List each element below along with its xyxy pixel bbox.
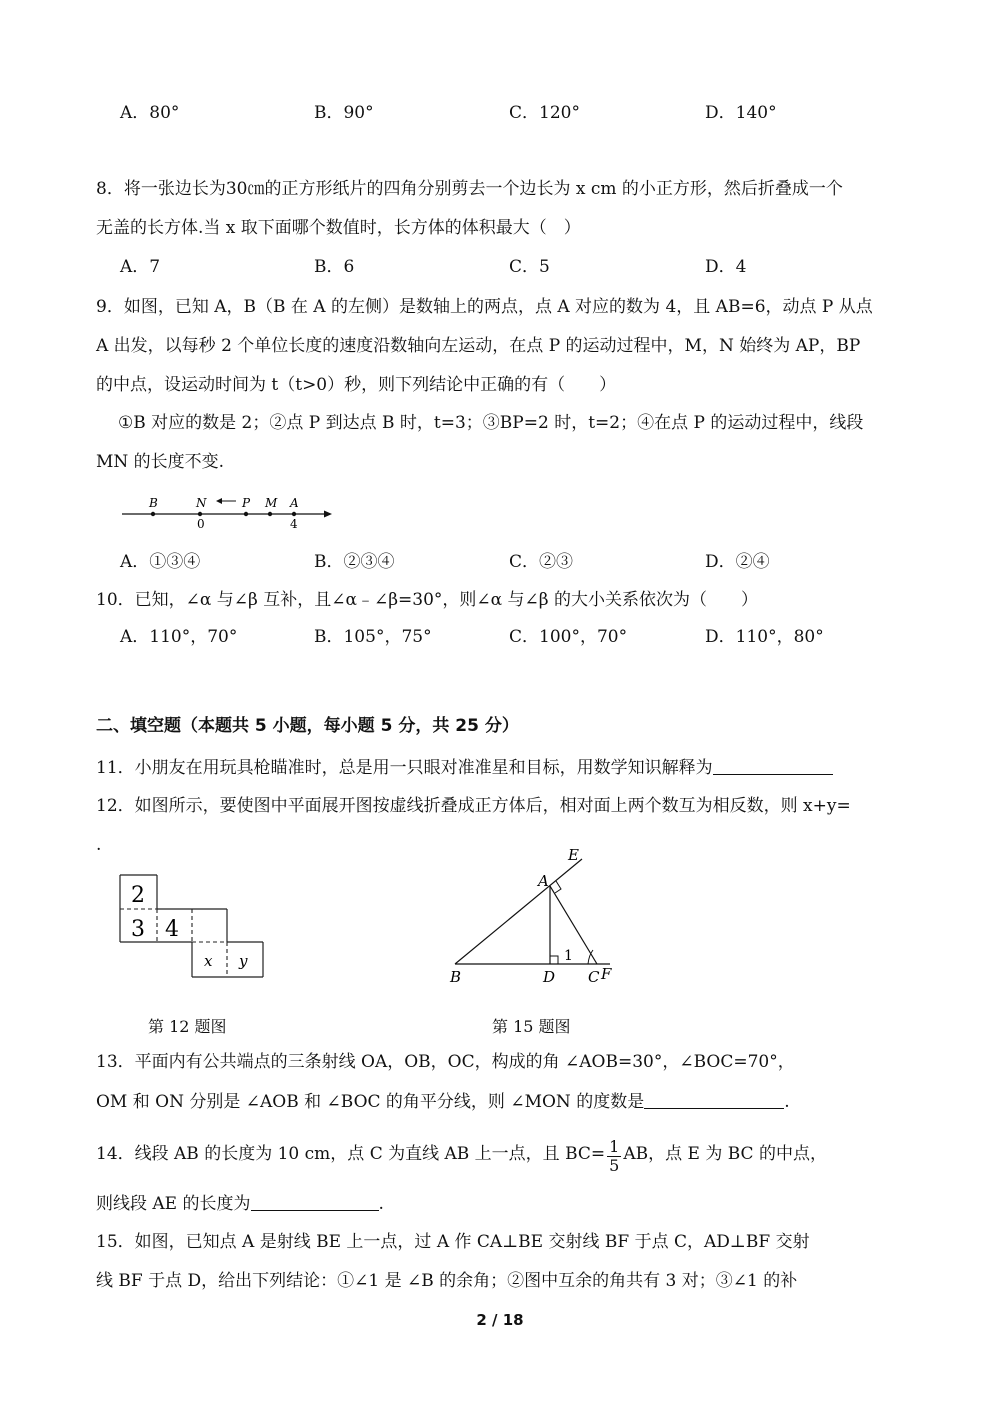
q13-line2-end: . <box>784 1092 790 1112</box>
q8-option-d: D．4 <box>705 257 747 277</box>
number-line-arrowhead <box>324 511 332 518</box>
label-f: F <box>601 965 612 983</box>
q10-option-c: C．100°，70° <box>509 627 628 647</box>
q8-line1: 8．将一张边长为30㎝的正方形纸片的四角分别剪去一个边长为 x cm 的小正方形，然后折叠成一个 <box>96 179 843 199</box>
net-face-4: 4 <box>165 917 179 942</box>
q9-option-a: A．①③④ <box>120 552 201 572</box>
label-zero: 0 <box>197 517 205 531</box>
label-p: P <box>242 496 251 510</box>
figure-15-caption: 第 15 题图 <box>492 1017 571 1036</box>
label-n: N <box>196 496 207 510</box>
q13-line2 <box>96 1089 904 1115</box>
q9-option-b: B．②③④ <box>314 552 395 572</box>
q9-line3: 的中点，设运动时间为 t（t>0）秒，则下列结论中正确的有（ ） <box>96 375 617 395</box>
q10-option-a: A．110°，70° <box>120 627 238 647</box>
q9-line5: MN 的长度不变. <box>96 452 225 472</box>
point-a-dot <box>292 512 296 516</box>
label-b: B <box>149 496 158 510</box>
label-m: M <box>265 496 278 510</box>
q9-number-line-figure <box>118 488 338 532</box>
label-four: 4 <box>290 517 298 531</box>
q9-option-c: C．②③ <box>509 552 574 572</box>
q7-option-d: D．140° <box>705 103 777 123</box>
q15-line1: 15．如图，已知点 A 是射线 BE 上一点，过 A 作 CA⊥BE 交射线 BF 于点 C，AD⊥BF 交射 <box>96 1232 810 1252</box>
q7-option-b: B．90° <box>314 103 374 123</box>
q13-line2-text: OM 和 ON 分别是 ∠AOB 和 ∠BOC 的角平分线，则 ∠MON 的度数是 <box>96 1092 645 1112</box>
ray-be <box>455 859 582 964</box>
triangle-figure-15 <box>440 848 640 988</box>
point-b-dot <box>151 512 155 516</box>
label-a: A <box>290 496 299 510</box>
q9-line2: A 出发，以每秒 2 个单位长度的速度沿数轴向左运动，在点 P 的运动过程中，M，N 始终为 AP，BP <box>96 336 861 356</box>
section2-heading: 二、填空题（本题共 5 小题，每小题 5 分，共 25 分） <box>96 716 519 736</box>
q10-option-d: D．110°，80° <box>705 627 824 647</box>
q9-option-d: D．②④ <box>705 552 770 572</box>
q13-answer-blank <box>644 1092 784 1109</box>
motion-arrow-head <box>216 498 222 504</box>
q10-line1: 10．已知，∠α 与∠β 互补，且∠α﹣∠β=30°，则∠α 与∠β 的大小关系依次为（ ） <box>96 590 759 610</box>
figure-12-caption: 第 12 题图 <box>148 1017 227 1036</box>
q14-line2-end: . <box>378 1194 384 1214</box>
segment-ac <box>550 886 597 964</box>
label-c: C <box>588 968 600 986</box>
q14-fraction-numerator: 1 <box>609 1137 620 1156</box>
q14-answer-blank <box>251 1194 379 1211</box>
point-n-dot <box>198 512 202 516</box>
q10-option-b: B．105°，75° <box>314 627 432 647</box>
label-a: A <box>538 872 549 890</box>
net-face-3: 3 <box>131 917 145 942</box>
page-number: 2 / 18 <box>476 1311 524 1329</box>
q14-line1 <box>96 1138 904 1175</box>
q14-fraction <box>607 1138 621 1175</box>
label-angle-1: 1 <box>564 948 573 964</box>
q9-line4: ①B 对应的数是 2；②点 P 到达点 B 时，t=3；③BP=2 时，t=2；④在点 P 的运动过程中，线段 <box>118 413 864 433</box>
label-b: B <box>450 968 462 986</box>
q11-line <box>96 755 904 781</box>
q14-fraction-denominator: 5 <box>609 1156 620 1175</box>
q15-line2: 线 BF 于点 D，给出下列结论：①∠1 是 ∠B 的余角；②图中互余的角共有 3 对；③∠1 的补 <box>96 1271 798 1291</box>
right-angle-a <box>555 881 561 893</box>
label-e: E <box>568 848 579 864</box>
net-face-2: 2 <box>131 883 145 908</box>
q12-line1: 12．如图所示，要使图中平面展开图按虚线折叠成正方体后，相对面上两个数互为相反数，则 x+y= <box>96 796 851 816</box>
q11-text: 11．小朋友在用玩具枪瞄准时，总是用一只眼对准准星和目标，用数学知识解释为 <box>96 758 713 778</box>
q13-line1: 13．平面内有公共端点的三条射线 OA，OB，OC，构成的角 ∠AOB=30°，∠BOC=70°， <box>96 1052 795 1072</box>
right-angle-d <box>550 956 558 964</box>
q8-option-a: A．7 <box>120 257 161 277</box>
q11-answer-blank <box>713 758 833 775</box>
point-p-dot <box>244 512 248 516</box>
label-d: D <box>543 968 556 986</box>
q7-option-a: A．80° <box>120 103 180 123</box>
q9-line1: 9．如图，已知 A，B（B 在 A 的左侧）是数轴上的两点，点 A 对应的数为 4，且 AB=6，动点 P 从点 <box>96 297 873 317</box>
q8-option-b: B．6 <box>314 257 355 277</box>
net-face-x: x <box>204 952 213 970</box>
q14-part1: 14．线段 AB 的长度为 10 cm，点 C 为直线 AB 上一点，且 BC= <box>96 1144 606 1164</box>
q14-line2 <box>96 1191 904 1217</box>
q8-line2: 无盖的长方体.当 x 取下面哪个数值时，长方体的体积最大（ ） <box>96 218 581 238</box>
q14-line2-text: 则线段 AE 的长度为 <box>96 1194 251 1214</box>
q12-line2: . <box>96 835 102 855</box>
q14-part2: AB，点 E 为 BC 的中点， <box>623 1144 827 1164</box>
net-face-y: y <box>239 952 248 970</box>
q7-option-c: C．120° <box>509 103 580 123</box>
q8-option-c: C．5 <box>509 257 550 277</box>
cube-net-figure <box>115 872 275 982</box>
point-m-dot <box>268 512 272 516</box>
